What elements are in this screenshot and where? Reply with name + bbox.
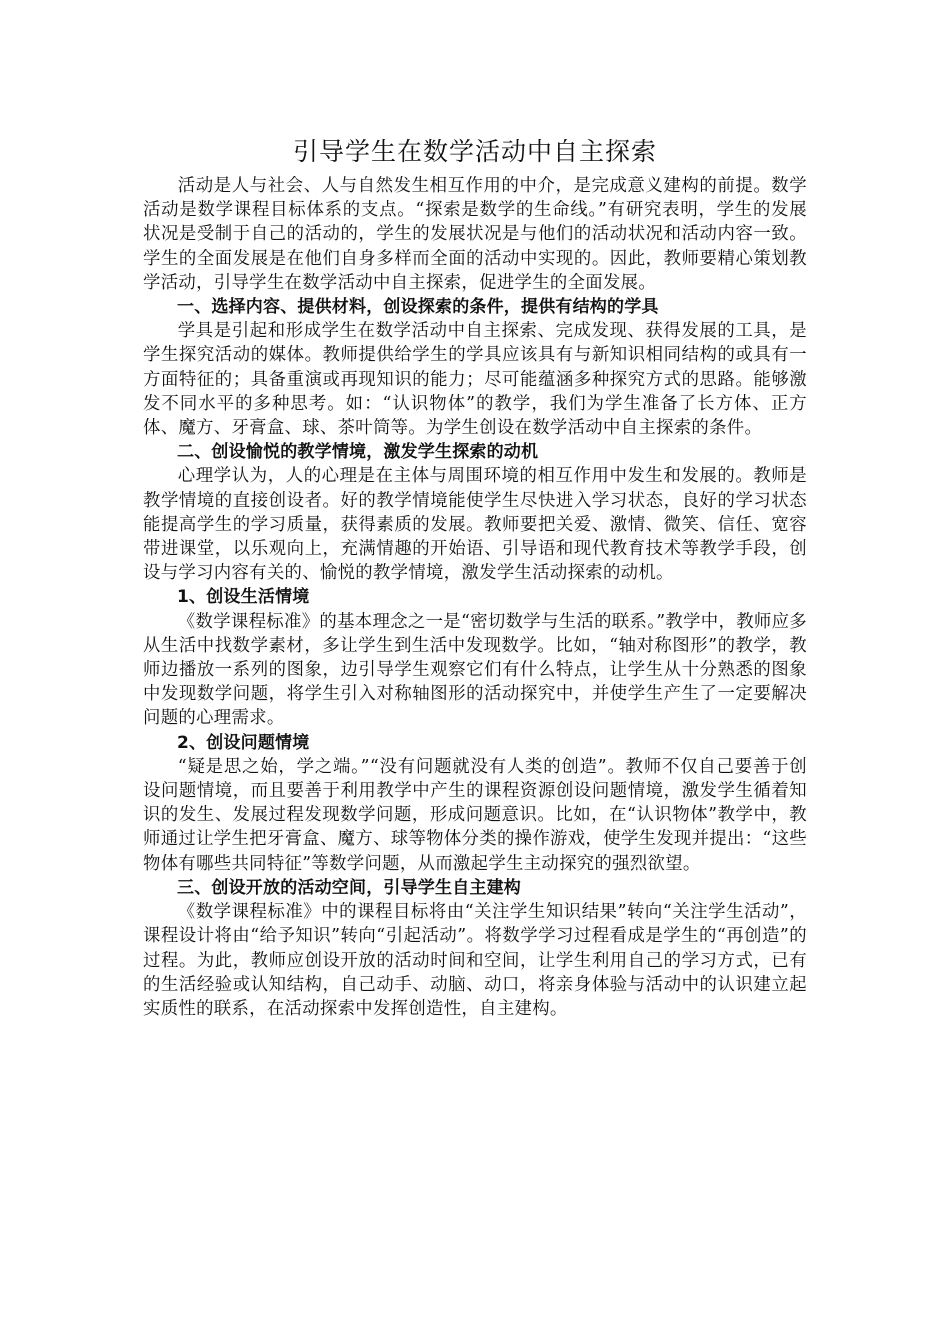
section-heading-3: 三、创设开放的活动空间，引导学生自主建构: [177, 877, 521, 898]
subsection-heading-2-1: 1、创设生活情境: [177, 587, 310, 608]
section-heading-1: 一、选择内容、提供材料，创设探索的条件，提供有结构的学具: [177, 297, 659, 318]
subsection-2-1-paragraph: 《数学课程标准》的基本理念之一是“密切数学与生活的联系。”教学中，教师应多从生活中找数学素材，多让学生到生活中发现数学。比如，“轴对称图形”的教学，教师边播放一系列的图象，边引导学生观察它们有什么特点，让学生从十分熟悉的图象中发现数学问题，将学生引入对称轴图形的活动探究中，并使学生产生了一定要解决问题的心理需求。: [143, 611, 807, 729]
section-2-paragraph: 心理学认为，人的心理是在主体与周围环境的相互作用中发生和发展的。教师是教学情境的直接创设者。好的教学情境能使学生尽快进入学习状态，良好的学习状态能提高学生的学习质量，获得素质的发展。教师要把关爱、激情、微笑、信任、宽容带进课堂，以乐观向上，充满情趣的开始语、引导语和现代教育技术等教学手段，创设与学习内容有关的、愉悦的教学情境，激发学生活动探索的动机。: [143, 466, 807, 584]
section-heading-2: 二、创设愉悦的教学情境，激发学生探索的动机: [177, 442, 539, 463]
subsection-2-2-paragraph: “疑是思之始，学之端。”“没有问题就没有人类的创造”。教师不仅自己要善于创设问题情境，而且要善于利用教学中产生的课程资源创设问题情境，激发学生循着知识的发生、发展过程发现数学问题，形成问题意识。比如，在“认识物体”教学中，教师通过让学生把牙膏盒、魔方、球等物体分类的操作游戏，使学生发现并提出：“这些物体有哪些共同特征”等数学问题，从而激起学生主动探究的强烈欲望。: [143, 756, 807, 874]
intro-paragraph: 活动是人与社会、人与自然发生相互作用的中介，是完成意义建构的前提。数学活动是数学课程目标体系的支点。“探索是数学的生命线。”有研究表明，学生的发展状况是受制于自己的活动的，学生的发展状况是与他们的活动状况和活动内容一致。学生的全面发展是在他们自身多样而全面的活动中实现的。因此，教师要精心策划教学活动，引导学生在数学活动中自主探索，促进学生的全面发展。: [143, 176, 807, 293]
document-page: [143, 134, 807, 1021]
section-3-paragraph: 《数学课程标准》中的课程目标将由“关注学生知识结果”转向“关注学生活动”，课程设计将由“给予知识”转向“引起活动”。将数学学习过程看成是学生的“再创造”的过程。为此，教师应创设开放的活动时间和空间，让学生利用自己的学习方式，已有的生活经验或认知结构，自己动手、动脑、动口，将亲身体验与活动中的认识建立起实质性的联系，在活动探索中发挥创造性，自主建构。: [143, 902, 807, 1019]
section-1-paragraph: 学具是引起和形成学生在数学活动中自主探索、完成发现、获得发展的工具，是学生探究活动的媒体。教师提供给学生的学具应该具有与新知识相同结构的或具有一方面特征的；具备重演或再现知识的能力；尽可能蕴涵多种探究方式的思路。能够激发不同水平的多种思考。如：“认识物体”的教学，我们为学生准备了长方体、正方体、魔方、牙膏盒、球、茶叶筒等。为学生创设在数学活动中自主探索的条件。: [143, 321, 807, 439]
document-title: 引导学生在数学活动中自主探索: [292, 137, 657, 166]
subsection-heading-2-2: 2、创设问题情境: [177, 732, 310, 753]
